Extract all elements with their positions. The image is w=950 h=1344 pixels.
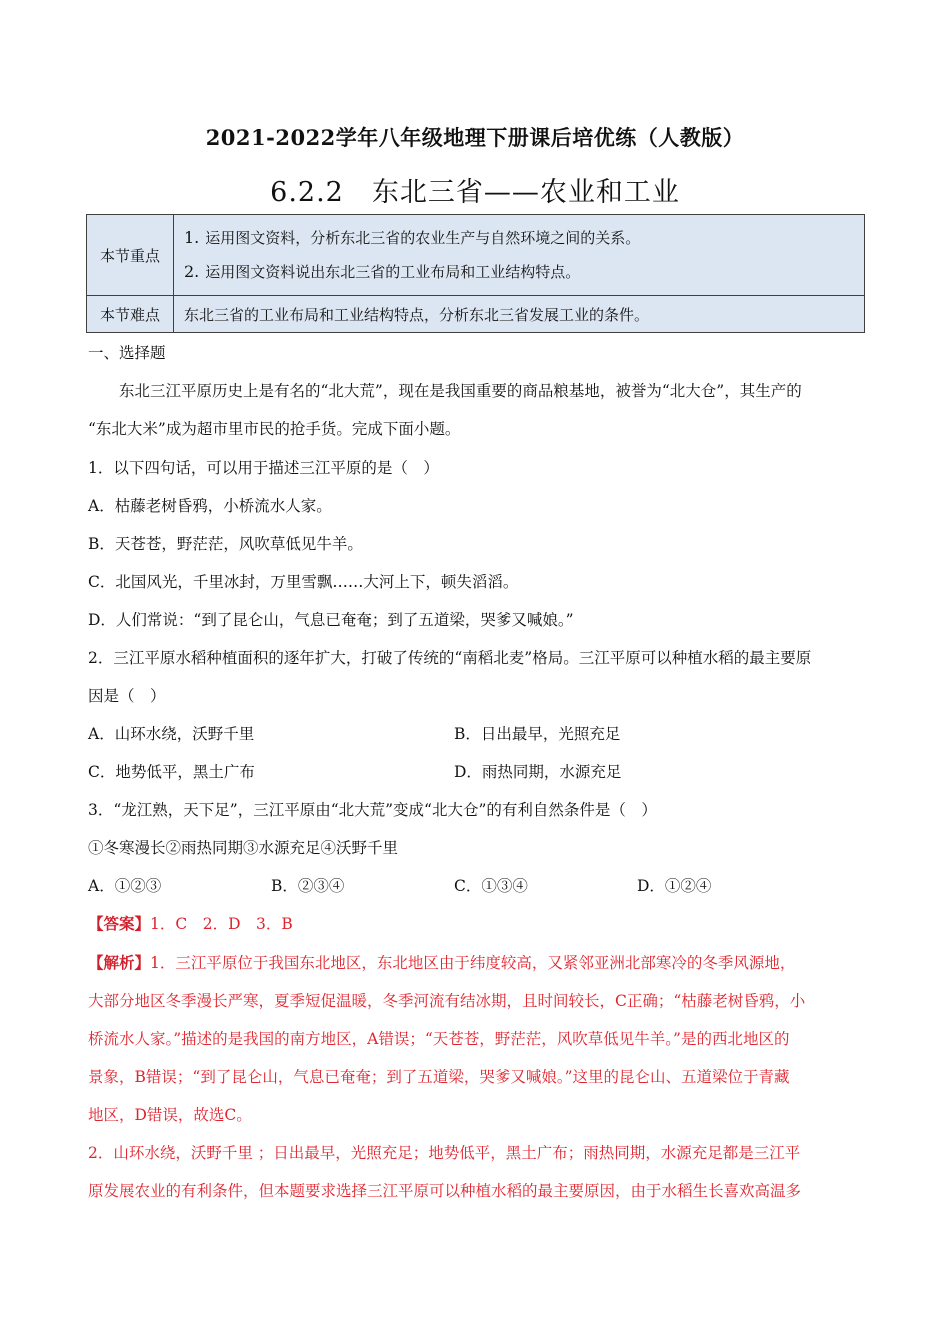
answer-line bbox=[88, 912, 293, 934]
analysis-text: 桥流水人家。”描述的是我国的南方地区，A错误；“天苍苍，野茫茫，风吹草低见牛羊。”是的西北地区的 bbox=[88, 1030, 790, 1048]
analysis-line bbox=[88, 951, 795, 973]
question-3-option-a: A．①②③ bbox=[88, 877, 162, 895]
key-point-number: 1. bbox=[184, 228, 200, 247]
question-1-option-d: D．人们常说：“到了昆仑山，气息已奄奄；到了五道梁，哭爹又喊娘。” bbox=[88, 611, 574, 629]
key-point-text: 运用图文资料说出东北三省的工业布局和工业结构特点。 bbox=[205, 263, 581, 281]
analysis-text: 2．山环水绕，沃野千里 ；日出最早，光照充足；地势低平，黑土广布；雨热同期，水源充足都是三江平 bbox=[88, 1144, 801, 1162]
question-3-option-b: B．②③④ bbox=[271, 877, 345, 895]
question-3-option-d: D．①②④ bbox=[637, 877, 712, 895]
question-1-option-a: A．枯藤老树昏鸦，小桥流水人家。 bbox=[88, 497, 332, 515]
question-1-stem: 1．以下四句话，可以用于描述三江平原的是（ ） bbox=[88, 459, 439, 477]
analysis-label: 【解析】 bbox=[88, 953, 151, 972]
analysis-text: 景象，B错误；“到了昆仑山，气息已奄奄；到了五道梁，哭爹又喊娘。”这里的昆仑山、五道梁位于青藏 bbox=[88, 1068, 790, 1086]
difficult-points-content: 东北三省的工业布局和工业结构特点，分析东北三省发展工业的条件。 bbox=[174, 296, 865, 333]
section-heading: 一、选择题 bbox=[88, 344, 166, 362]
question-2-option-b: B．日出最早，光照充足 bbox=[454, 725, 621, 743]
question-1-option-c: C．北国风光，千里冰封，万里雪飘……大河上下，顿失滔滔。 bbox=[88, 573, 519, 591]
intro-text: 东北三江平原历史上是有名的“北大荒”，现在是我国重要的商品粮基地，被誉为“北大仓”，其生产的 bbox=[119, 382, 802, 400]
question-2-option-c: C．地势低平，黑土广布 bbox=[88, 763, 255, 781]
lesson-title: 6.2.2 东北三省——农业和工业 bbox=[270, 177, 680, 208]
analysis-text: 大部分地区冬季漫长严寒，夏季短促温暖，冬季河流有结冰期，且时间较长，C正确；“枯藤老树昏鸦，小 bbox=[88, 992, 806, 1010]
difficult-points-row bbox=[87, 296, 865, 333]
analysis-text: 原发展农业的有利条件，但本题要求选择三江平原可以种植水稻的最主要原因，由于水稻生长喜欢高温多 bbox=[88, 1182, 802, 1200]
page-title: 2021-2022学年八年级地理下册课后培优练（人教版） bbox=[205, 125, 745, 150]
analysis-text: 地区，D错误，故选C。 bbox=[88, 1106, 252, 1124]
analysis-text: 1．三江平原位于我国东北地区，东北地区由于纬度较高，又紧邻亚洲北部寒冷的冬季风源地， bbox=[150, 954, 796, 972]
question-2-stem: 2．三江平原水稻种植面积的逐年扩大，打破了传统的“南稻北麦”格局。三江平原可以种植水稻的最主要原 bbox=[88, 649, 812, 667]
key-point-item bbox=[184, 221, 854, 255]
key-point-text: 运用图文资料，分析东北三省的农业生产与自然环境之间的关系。 bbox=[205, 229, 641, 247]
question-3-stem: 3．“龙江熟，天下足”，三江平原由“北大荒”变成“北大仓”的有利自然条件是（ ） bbox=[88, 801, 657, 819]
question-2-option-d: D．雨热同期，水源充足 bbox=[454, 763, 622, 781]
lesson-focus-table bbox=[86, 214, 865, 333]
question-3-option-c: C．①③④ bbox=[454, 877, 528, 895]
question-1-option-b: B．天苍苍，野茫茫，风吹草低见牛羊。 bbox=[88, 535, 363, 553]
answer-text: 1．C 2．D 3．B bbox=[150, 915, 293, 933]
intro-text: “东北大米”成为超市里市民的抢手货。完成下面小题。 bbox=[88, 420, 461, 438]
difficult-points-label: 本节难点 bbox=[87, 296, 174, 333]
question-2-option-a: A．山环水绕，沃野千里 bbox=[88, 725, 255, 743]
key-points-row bbox=[87, 215, 865, 296]
key-points-content bbox=[174, 215, 865, 296]
question-2-stem: 因是（ ） bbox=[88, 687, 166, 705]
key-point-number: 2. bbox=[184, 262, 200, 281]
question-3-conditions: ①冬寒漫长②雨热同期③水源充足④沃野千里 bbox=[88, 839, 399, 857]
key-points-label: 本节重点 bbox=[87, 215, 174, 296]
answer-label: 【答案】 bbox=[88, 914, 151, 933]
key-point-item bbox=[184, 255, 854, 289]
